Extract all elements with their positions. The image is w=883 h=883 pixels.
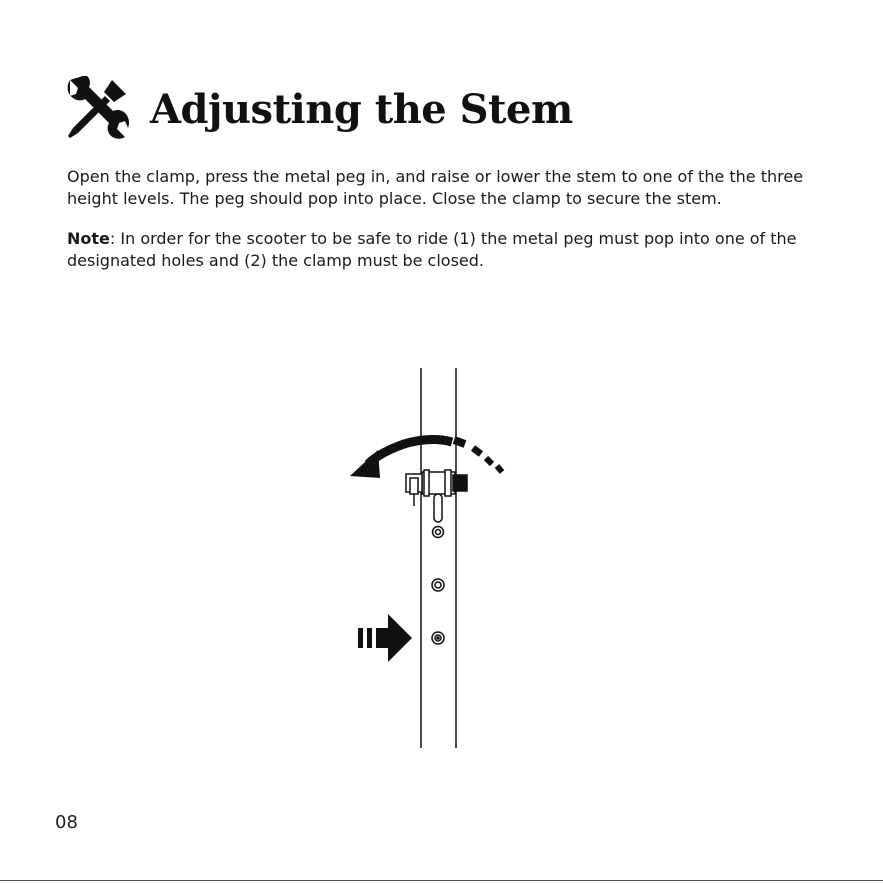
note-text: : In order for the scooter to be safe to ride (1) the metal peg must pop into one of the designated holes and (2) the clamp must be closed.: [67, 229, 797, 270]
page-header: [64, 74, 573, 144]
stem-tube-icon: [421, 368, 456, 748]
note-paragraph: [67, 228, 827, 272]
note-label: Note: [67, 229, 110, 248]
instruction-paragraph: Open the clamp, press the metal peg in, and raise or lower the stem to one of the the three height levels. The peg should pop into place. Close the clamp to secure the stem.: [67, 167, 804, 208]
height-hole-icon: [432, 527, 444, 645]
tools-icon: [64, 76, 130, 142]
page-title: Adjusting the Stem: [150, 85, 573, 133]
push-arrow-icon: [358, 614, 412, 662]
clamp-icon: [406, 470, 467, 522]
instructions: [67, 166, 827, 272]
stem-illustration: [330, 360, 530, 760]
page-number: 08: [55, 812, 78, 833]
bottom-divider: [0, 880, 883, 881]
